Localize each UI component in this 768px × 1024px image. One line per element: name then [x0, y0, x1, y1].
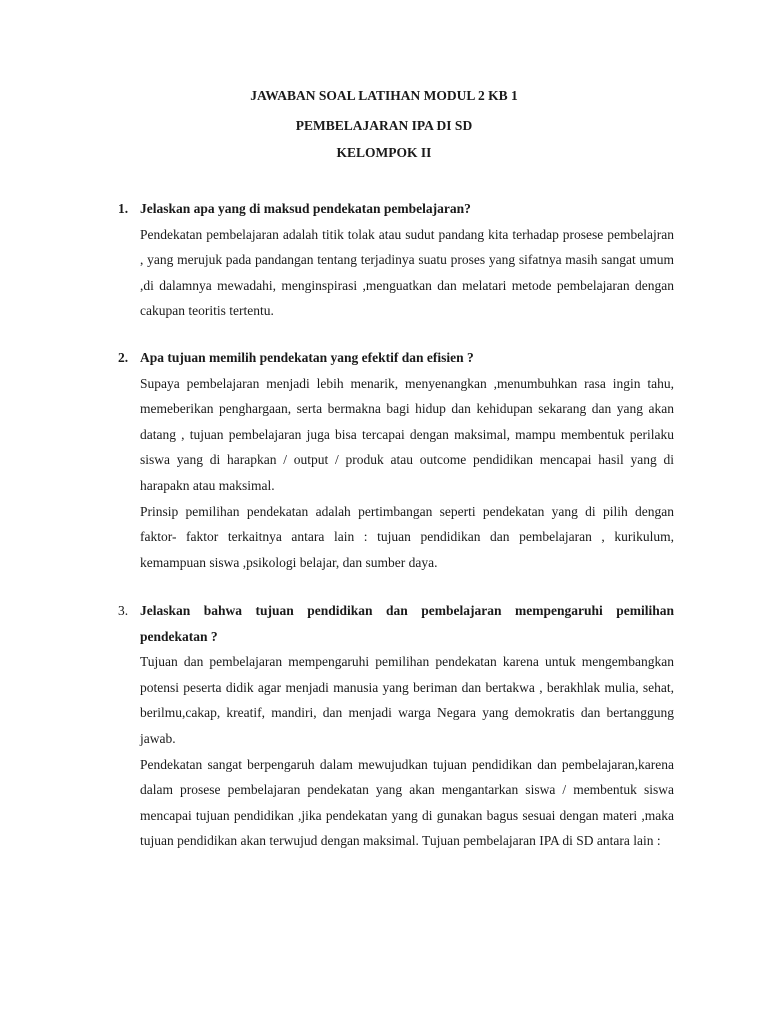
- document-group: KELOMPOK II: [336, 145, 432, 160]
- item-3-answer-1: Tujuan dan pembelajaran mempengaruhi pemilihan pendekatan karena untuk mengembangkan potensi peserta didik agar menjadi manusia yang beriman dan bertakwa , berakhlak mulia, sehat, berilmu,cakap, kreatif, mandiri, dan menjadi warga Negara yang demokratis dan bertanggung jawab.: [140, 654, 674, 746]
- item-1-question: Jelaskan apa yang di maksud pendekatan pembelajaran?: [140, 201, 471, 216]
- item-3: [140, 598, 674, 854]
- item-2-answer-2: Prinsip pemilihan pendekatan adalah pertimbangan seperti pendekatan yang di pilih dengan faktor- faktor terkaitnya antara lain : tujuan pendidikan dan pembelajaran , kurikulum, kemampuan siswa ,psikologi belajar, dan sumber daya.: [140, 503, 674, 570]
- document-title: JAWABAN SOAL LATIHAN MODUL 2 KB 1: [250, 88, 518, 103]
- item-3-number: 3.: [118, 603, 129, 618]
- item-1-answer-1: Pendekatan pembelajaran adalah titik tolak atau sudut pandang kita terhadap prosese pembelajran , yang merujuk pada pandangan tentang terjadinya suatu proses yang sifatnya masih sangat umum ,di dalamnya mewadahi, menginspirasi ,menguatkan dan melatari metode pembelajaran dengan cakupan teoritis tertentu.: [140, 226, 674, 319]
- item-1: [140, 196, 674, 324]
- item-2-question: Apa tujuan memilih pendekatan yang efektif dan efisien ?: [140, 350, 474, 365]
- item-1-number: 1.: [118, 201, 129, 216]
- item-3-question: Jelaskan bahwa tujuan pendidikan dan pembelajaran mempengaruhi pemilihan pendekatan ?: [140, 603, 674, 644]
- item-2-number: 2.: [118, 350, 129, 365]
- document-subtitle: PEMBELAJARAN IPA DI SD: [295, 118, 473, 133]
- item-2: [140, 345, 674, 575]
- item-2-answer-1: Supaya pembelajaran menjadi lebih menarik, menyenangkan ,menumbuhkan rasa ingin tahu, memeberikan penghargaan, serta bermakna bagi hidup dan kehidupan sekarang dan yang akan datang , tujuan pembelajaran juga bisa tercapai dengan maksimal, mampu membentuk perilaku siswa yang di harapkan / output / produk atau outcome pendidikan mencapai hasil yang di harapakn atau maksimal.: [140, 375, 674, 493]
- item-3-answer-2: Pendekatan sangat berpengaruh dalam mewujudkan tujuan pendidikan dan pembelajaran,karena dalam prosese pembelajaran pendekatan yang akan mengantarkan siswa / membentuk siswa mencapai tujuan pendidikan ,jika pendekatan yang di gunakan bagus sesuai dengan materi ,maka tujuan pendidikan akan terwujud dengan maksimal. Tujuan pembelajaran IPA di SD antara lain :: [140, 756, 674, 849]
